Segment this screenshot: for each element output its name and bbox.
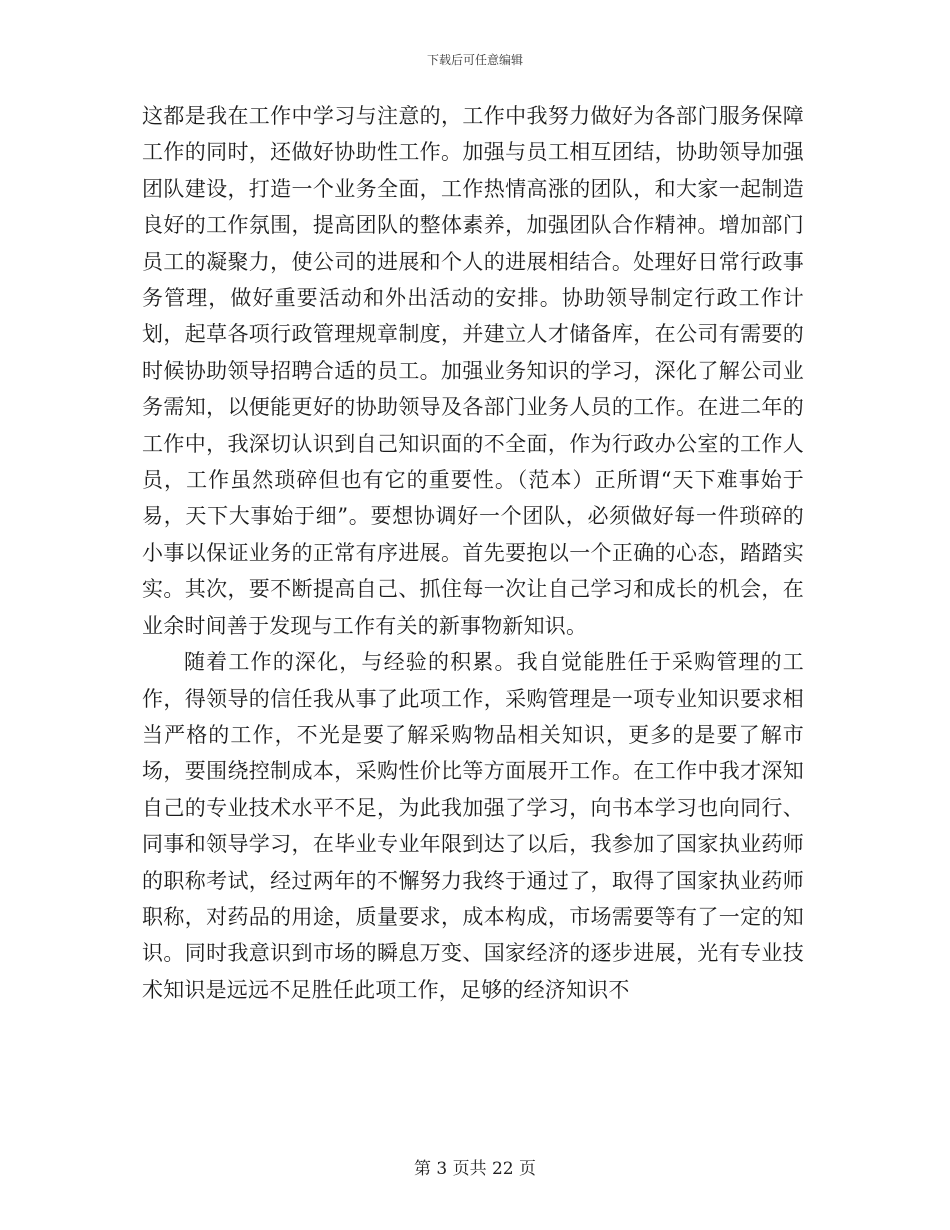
body-paragraph-2: 随着工作的深化，与经验的积累。我自觉能胜任于采购管理的工作，得领导的信任我从事了此项工作，采购管理是一项专业知识要求相当严格的工作，不光是要了解采购物品相关知识，更多的是要了解市场，要围绕控制成本，采购性价比等方面展开工作。在工作中我才深知自己的专业技术水平不足，为此我加强了学习，向书本学习也向同行、同事和领导学习，在毕业专业年限到达了以后，我参加了国家执业药师的职称考试，经过两年的不懈努力我终于通过了，取得了国家执业药师职称，对药品的用途，质量要求，成本构成，市场需要等有了一定的知识。同时我意识到市场的瞬息万变、国家经济的逐步进展，光有专业技术知识是远远不足胜任此项工作，足够的经济知识不 <box>142 650 804 1002</box>
page-footer <box>0 1158 950 1180</box>
page-header <box>0 52 950 68</box>
document-body <box>142 98 804 1008</box>
page-number: 第 3 页共 22 页 <box>413 1159 537 1179</box>
header-text: 下载后可任意编辑 <box>426 53 523 67</box>
body-paragraph-1: 这都是我在工作中学习与注意的，工作中我努力做好为各部门服务保障工作的同时，还做好协助性工作。加强与员工相互团结，协助领导加强团队建设，打造一个业务全面，工作热情高涨的团队，和大家一起制造良好的工作氛围，提高团队的整体素养，加强团队合作精神。增加部门员工的凝聚力，使公司的进展和个人的进展相结合。处理好日常行政事务管理，做好重要活动和外出活动的安排。协助领导制定行政工作计划，起草各项行政管理规章制度，并建立人才储备库，在公司有需要的时候协助领导招聘合适的员工。加强业务知识的学习，深化了解公司业务需知，以便能更好的协助领导及各部门业务人员的工作。在进二年的工作中，我深切认识到自己知识面的不全面，作为行政办公室的工作人员，工作虽然琐碎但也有它的重要性。（范本）正所谓“天下难事始于易，天下大事始于细”。要想协调好一个团队，必须做好每一件琐碎的小事以保证业务的正常有序进展。首先要抱以一个正确的心态，踏踏实实。其次，要不断提高自己、抓住每一次让自己学习和成长的机会，在业余时间善于发现与工作有关的新事物新知识。 <box>142 104 804 638</box>
